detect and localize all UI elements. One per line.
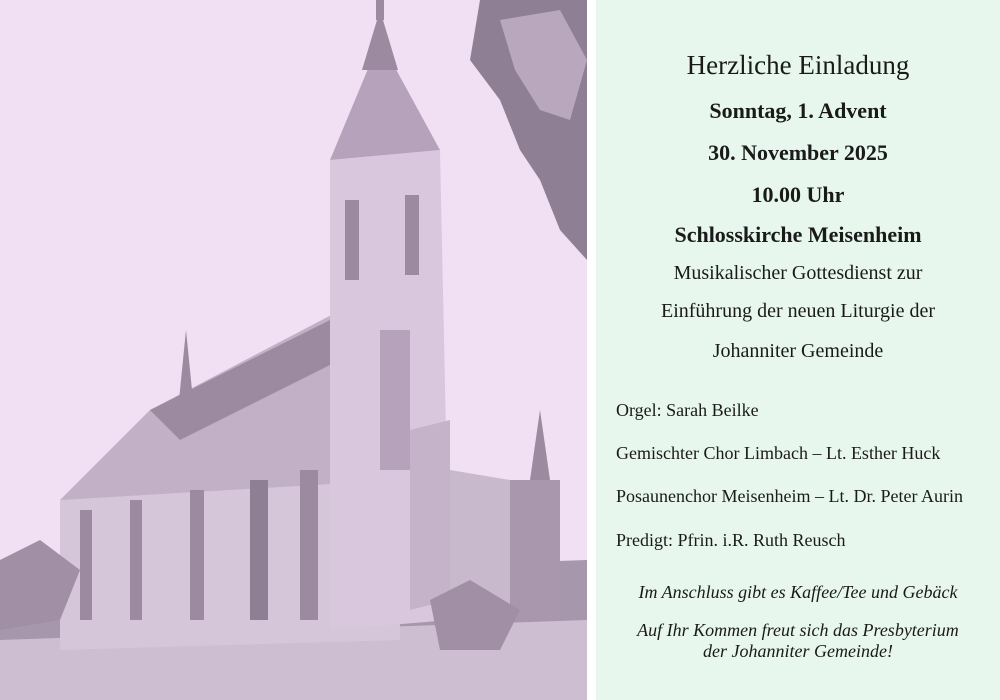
description-line: Johanniter Gemeinde: [712, 340, 884, 362]
event-sunday: Sonntag, 1. Advent: [709, 98, 887, 123]
event-time: 10.00 Uhr: [751, 182, 845, 207]
musician-choir: Gemischter Chor Limbach – Lt. Esther Huck: [616, 443, 941, 463]
closing-line: Auf Ihr Kommen freut sich das Presbyterium: [637, 620, 959, 640]
musician-brass: Posaunenchor Meisenheim – Lt. Dr. Peter Aurin: [616, 486, 963, 506]
refreshments-note: Im Anschluss gibt es Kaffee/Tee und Gebäck: [638, 582, 958, 602]
musician-organ: Orgel: Sarah Beilke: [616, 400, 759, 420]
event-date: 30. November 2025: [708, 140, 888, 165]
closing-line: der Johanniter Gemeinde!: [703, 641, 893, 661]
description-line: Einführung der neuen Liturgie der: [661, 300, 935, 322]
sermon-pastor: Predigt: Pfrin. i.R. Ruth Reusch: [616, 530, 846, 550]
invitation-panel: [596, 0, 1000, 700]
panel-divider: [587, 0, 596, 700]
event-location: Schlosskirche Meisenheim: [674, 222, 922, 247]
description-line: Musikalischer Gottesdienst zur: [673, 262, 923, 284]
invitation-heading: Herzliche Einladung: [686, 50, 910, 80]
